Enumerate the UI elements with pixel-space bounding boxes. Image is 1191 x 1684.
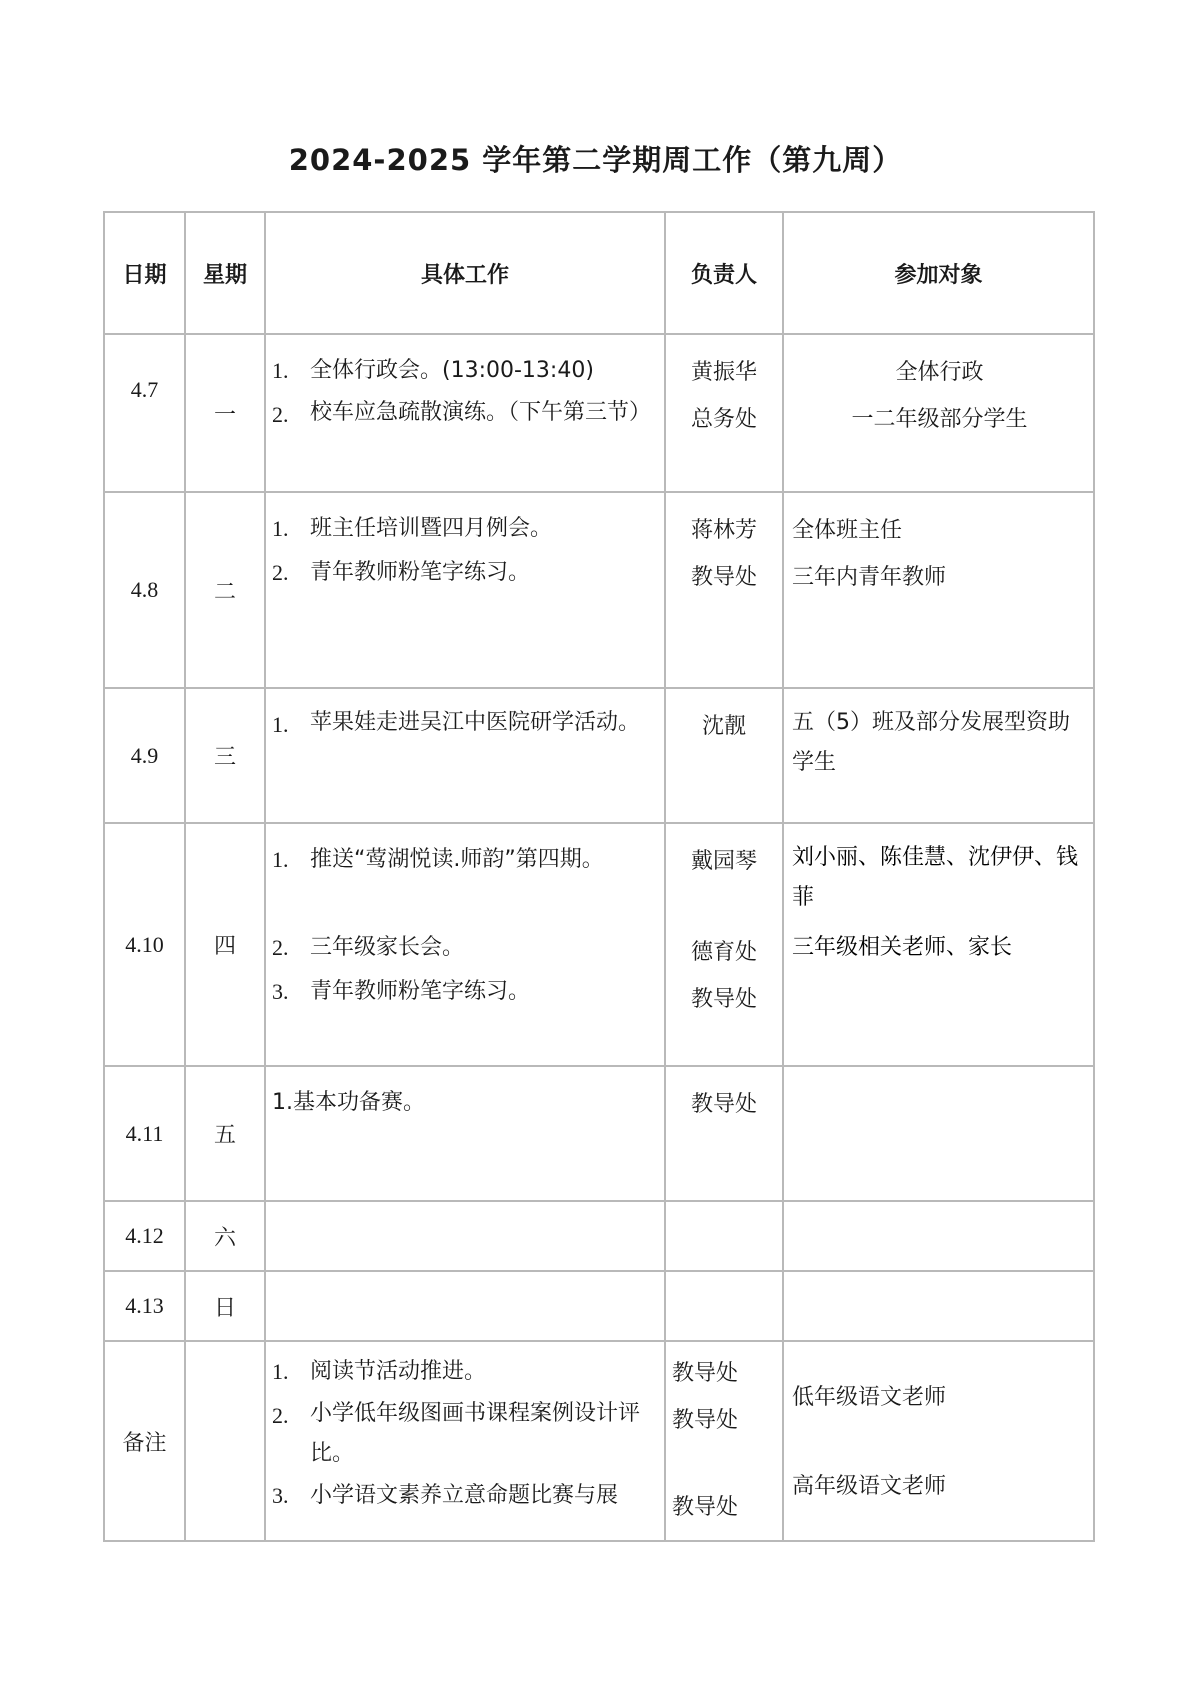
date-cell: 4.11 — [104, 1066, 185, 1201]
weekday-cell: 二 — [185, 492, 265, 688]
responsible-cell: 蒋林芳 教导处 — [665, 492, 783, 688]
table-row — [104, 688, 1094, 823]
work-cell — [265, 1271, 665, 1341]
work-item: 2. 三年级家长会。 — [272, 935, 465, 960]
work-item: 2. 青年教师粉笔字练习。 — [272, 560, 531, 585]
work-cell — [265, 492, 665, 688]
weekday-cell: 日 — [185, 1271, 265, 1341]
participants-cell: 全体班主任 三年内青年教师 — [783, 492, 1094, 688]
header-work: 具体工作 — [265, 212, 665, 334]
work-cell — [265, 1066, 665, 1201]
weekday-cell: 四 — [185, 823, 265, 1066]
work-item: 3. 小学语文素养立意命题比赛与展 — [272, 1483, 619, 1508]
work-item: 2. 小学低年级图画书课程案例设计评比。 — [272, 1401, 641, 1466]
table-row — [104, 1066, 1094, 1201]
date-cell: 4.13 — [104, 1271, 185, 1341]
header-date: 日期 — [104, 212, 185, 334]
work-cell — [265, 688, 665, 823]
weekday-cell: 一 — [185, 334, 265, 492]
weekday-cell — [185, 1341, 265, 1541]
date-cell: 4.7 — [104, 334, 185, 492]
remarks-label: 备注 — [104, 1341, 185, 1541]
work-item: 2. 校车应急疏散演练。（下午第三节） — [272, 400, 652, 427]
participants-cell — [783, 1201, 1094, 1271]
participants-cell: 刘小丽、陈佳慧、沈伊伊、钱菲 三年级相关老师、家长 — [783, 823, 1094, 1066]
work-cell — [265, 334, 665, 492]
page-title: 2024-2025 学年第二学期周工作（第九周） — [288, 143, 903, 177]
weekly-schedule-table — [103, 211, 1095, 1542]
work-item: 1. 全体行政会。(13:00-13:40) — [272, 358, 594, 383]
work-item: 1. 苹果娃走进吴江中医院研学活动。 — [272, 710, 641, 737]
responsible-cell: 沈靓 — [665, 688, 783, 823]
responsible-cell: 戴园琴 德育处 教导处 — [665, 823, 783, 1066]
date-cell: 4.9 — [104, 688, 185, 823]
responsible-cell: 教导处 — [665, 1066, 783, 1201]
date-cell: 4.8 — [104, 492, 185, 688]
table-row — [104, 334, 1094, 492]
responsible-cell — [665, 1201, 783, 1271]
participants-cell: 全体行政 一二年级部分学生 — [783, 334, 1094, 492]
weekday-cell: 六 — [185, 1201, 265, 1271]
work-item: 1. 阅读节活动推进。 — [272, 1359, 487, 1384]
work-cell — [265, 1201, 665, 1271]
header-participants: 参加对象 — [783, 212, 1094, 334]
table-row — [104, 823, 1094, 1066]
work-item: 1. 推送“莺湖悦读.师韵”第四期。 — [272, 847, 604, 872]
work-cell — [265, 1341, 665, 1541]
header-responsible: 负责人 — [665, 212, 783, 334]
work-cell — [265, 823, 665, 1066]
weekday-cell: 五 — [185, 1066, 265, 1201]
header-row — [104, 212, 1094, 334]
weekday-cell: 三 — [185, 688, 265, 823]
header-weekday: 星期 — [185, 212, 265, 334]
table-row — [104, 1271, 1094, 1341]
work-item: 1.基本功备赛。 — [272, 1090, 425, 1115]
participants-cell — [783, 1066, 1094, 1201]
table-row-remarks — [104, 1341, 1094, 1541]
participants-cell: 低年级语文老师 高年级语文老师 — [783, 1341, 1094, 1541]
table-row — [104, 492, 1094, 688]
participants-cell — [783, 1271, 1094, 1341]
participants-cell: 五（5）班及部分发展型资助学生 — [783, 688, 1094, 823]
work-item: 1. 班主任培训暨四月例会。 — [272, 516, 553, 541]
table-row — [104, 1201, 1094, 1271]
date-cell: 4.12 — [104, 1201, 185, 1271]
work-item: 3. 青年教师粉笔字练习。 — [272, 979, 531, 1004]
date-cell: 4.10 — [104, 823, 185, 1066]
responsible-cell — [665, 1271, 783, 1341]
responsible-cell: 黄振华 总务处 — [665, 334, 783, 492]
responsible-cell: 教导处 教导处 教导处 — [665, 1341, 783, 1541]
